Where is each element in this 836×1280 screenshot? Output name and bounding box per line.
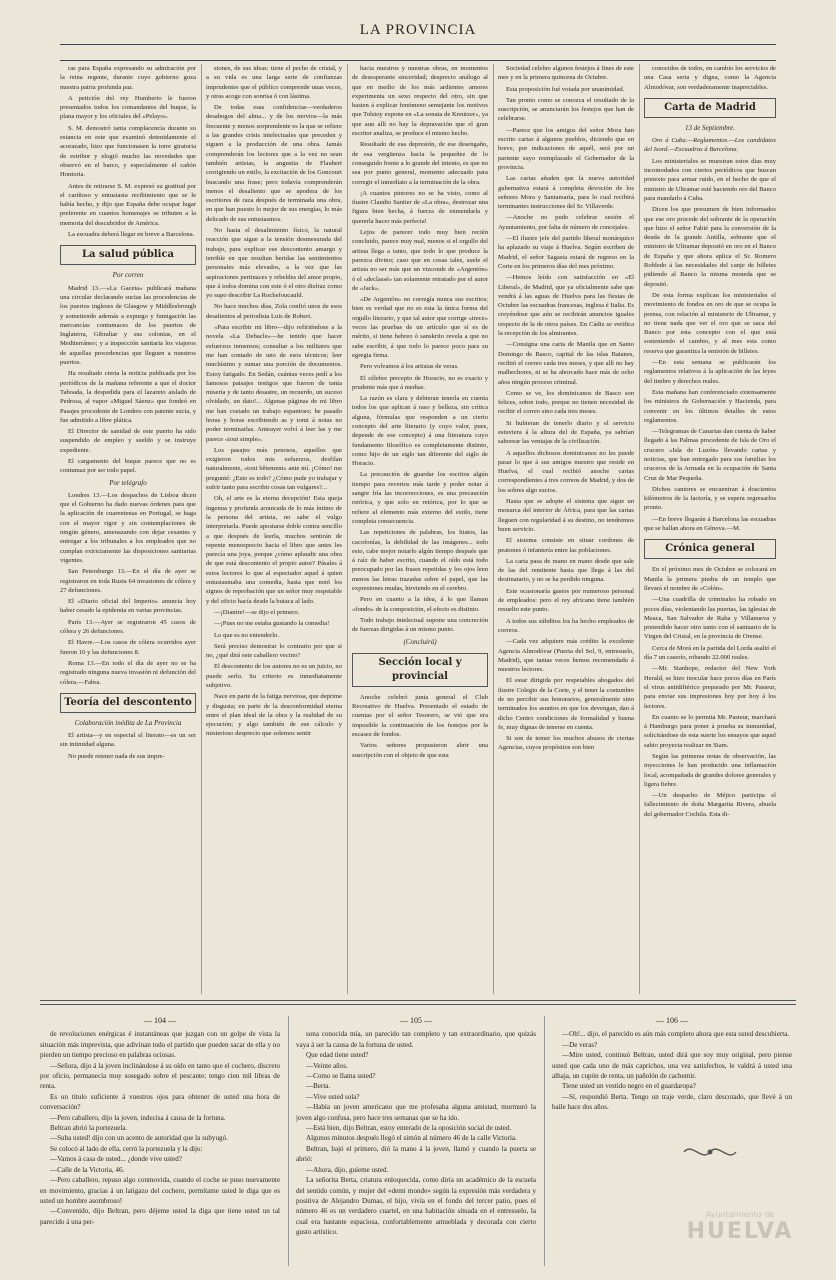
paragraph: Beltran abrió la portezuela. — [50, 1124, 128, 1133]
paragraph: Hasta que se adopte el sistema que sigue un monarca del interior de África, para que las cartas lleguen con regularidad á su destino, no tendremos buen servicio. — [498, 498, 634, 533]
paragraph: —Suba usted! dijo con un acento de autoridad que la subyugó. — [50, 1134, 228, 1143]
column-divider — [639, 64, 640, 994]
paragraph: Dicen los que presumen de bien informados que ese oro procede del sobrante de la operación que hizo el señor Fabié para la conversión de la deuda de la grande Antilla, sobrante que el ministro de Ultramar depositó en oro en el Banco de España y que ahora aplica el Sr. Romero Robledo á las necesidades del canje de billetes pidiendo al Banco la misma moneda que se depositó. — [644, 206, 776, 288]
paragraph: Ha resultado cierta la noticia publicada por los periódicos de la mañana referente a que el doctor Taboada, la despedida para el lazareto aislado de Pedrosa, al vapor «Miguel Sáenz» que fondeó en Pasajes procedente de Londres con patente sucia, y fue admitido a libre plática. — [60, 370, 196, 424]
paragraph: A petición del rey Humberto le fueron presentados todos los comandantes del buque, la plana mayor y los oficiales del «Pelayo». — [60, 94, 196, 121]
paragraph: de revoluciones enérgicas é instantáneas que juzgan con un golpe de vista la situación más imprevista, que adivinan todo el partido que pueden sacar de ella y no pierden un tiempo precioso en palabras ociosas. — [40, 1030, 280, 1060]
paragraph: En cuanto se lo permita Mr. Pasteur, marchará á Hamburgo para poner á prueba su inmunidad, solicitándose de esta suerte los ensayos que aquel sabio proyecta realizar en Siam. — [644, 713, 776, 749]
paragraph: Beltran, bajó el primero, dió la mano á la joven, llamó y cuando la puerta se abrió: — [296, 1144, 536, 1164]
paragraph: Los ministeriales se muestran estos días muy incomodados con ciertos periódicos que buscan pretexto para armar ruido, en el hecho de que el ministro de Ultramar esté haciendo oro del Banco para mandarlo á Cuba. — [644, 157, 776, 202]
paragraph: No hace muchos días, Zola confió unos de esos desalientos al periodista Luis de Robert. — [206, 303, 342, 320]
paragraph: Pero en cuanto a la idea, á lo que llaman «fondo» de la composición, el efecto es distinto. — [352, 596, 488, 613]
paragraph: La precaución de guardar los escritos algún tiempo para revertos más tarde y poder notar á sangre fría las incorrecciones, es una precaución retórica, y que solo en retórica, por lo que se refiere al elemento más externo del estilo, tiene completa consecuencia. — [352, 471, 488, 525]
masthead-rule-bottom — [60, 60, 776, 61]
paragraph: sona conocida mía, un parecido tan completo y tan extraordinario, que quizás vaya á ser la causa de la fortuna de usted. — [296, 1030, 536, 1049]
paragraph: Los pasajes más penosos, aquellos que exigieron todos mis esfuerzos, desfilan naturalmente, «tout bêtement» ante mí. ¡Cómo! me pregunté: ¿Esto es todo? ¿Cómo pude yo trabajar y sufrir tanto para escribir cosas tan vulgares?... — [206, 446, 342, 492]
paragraph: Varios señores propusieron abrir una suscripción con el objeto de que esta — [352, 742, 488, 759]
paragraph: Resultado de esa depresión, de ese desengaño, de esa vergüenza hacia la pequeñez de lo conseguido frente a lo grande del intento, es que no sea por punto general, momento adecuado para corregir el inmediato a la terminación de la obra. — [352, 141, 488, 186]
paragraph: Se colocó al lado de ella, cerró la portezuela y la dijo: — [50, 1144, 203, 1153]
paragraph: —De veras? — [562, 1040, 598, 1049]
paragraph: Sociedad celebre algunos festejos á fines de este mes y en la primera quincena de Octubre. — [498, 65, 634, 82]
paragraph: ¡A cuantos pintores no se ha visto, como al ilustre Claudio Santier de «La obra», destrozar una figura bien hecha, á fuerza de enmendarla y quererla hacer más perfecta! — [352, 189, 488, 225]
paragraph: Como se ve, los dominicanos de Basco son felices, sobre todo, porque no tienen necesidad de recibir el correo sino cada tres meses. — [498, 389, 634, 416]
paragraph: Según las primeras notas de observación, las inyecciones le han producido una inflamación local, acompañada de grandes dolores generales y ligera fiebre. — [644, 753, 776, 788]
paragraph: —Cada vez adquiere más crédito la excelente Agencia Almodóvar (Puerta del Sol, 9, entresuelo, Madrid), que tantas veces hemos recomendado á nuestros lectores. — [498, 638, 634, 674]
paragraph: —Telegramas de Canarias dan cuenta de haber llegado á las Palmas procedente de Isla de Oro el crucero «Isla de Luzón» llevando cartas y noticias, que han entregado para sus familias los cruceros de la Armada en la ocupación de Santa Cruz de Mar Pequeña. — [644, 428, 776, 482]
paragraph: —Veinte años. — [306, 1061, 348, 1070]
paragraph: S. M. demostró tanta complacencia durante su estancia en este que examinó detenidamente el acorazado, hizo que funcionasen la torre giratoria de estribor y elogió mucho las novedades que observó en el barco, y especialmente el cañón Hontoria. — [60, 124, 196, 179]
subheading: Por telégrafo — [109, 478, 147, 487]
paragraph: El artista—y en especial el literato—es un ser sin intimidad alguna. — [60, 732, 196, 749]
paragraph: —Mr. Stanhope, redactor del New York Herald, se hizo inocular hace pocos días en París el virus antidiftérico preparado por Mr. Pasteur, para enviar sus impresiones hoy por hoy á los lectores. — [644, 665, 776, 710]
paragraph: —Pero caballero, dijo la joven, indecisa á causa de la fortuna. — [50, 1113, 226, 1122]
column-2 — [206, 64, 342, 994]
column-3 — [352, 64, 488, 994]
upper-columns — [60, 64, 776, 994]
paragraph: —Había un joven americano que me profesaba alguna amistad, murmuró la joven algo confusa, pero hace tres semanas que se ha ido. — [296, 1103, 536, 1122]
section-heading-local: Sección local y provincial — [352, 653, 488, 687]
paragraph: No puede retener nada de sus impre- — [68, 752, 165, 760]
column-divider — [544, 1016, 545, 1266]
paragraph: Si son de temer los muchos abusos de ciertas Agencias, cuyos propósitos son bien — [498, 735, 634, 752]
column-divider — [288, 1016, 289, 1266]
paragraph: Será preciso demostrar lo contrario por que si no, ¿qué dirá este caballero vecino? — [206, 642, 342, 660]
paragraph: Dichos cantores se encuentran á doscientos kilómetros de la factoría, y se espera regresarlos pronto. — [644, 485, 776, 512]
paragraph: No hasta el desalimiento físico, la natural reacción que sigue a la tensión desmesurada del trabajo, para explicar ese descontento amargo y terrible en que resultan heridas las sentimientos personales más elevados, a la vez que las aspiraciones pertinaces y rebeldes del amor propio, que á todos domina con este ó el otro disfraz como yo supo describir La Rochefoucauld. — [206, 227, 342, 300]
paragraph: La señorita Berta, criatura enloquecida, como diría un académico de la escuela del sentido común, y mujer del «demi monde» según la expresión más verdadera y positiva de Alejandro Dumas, el hijo, vivía en el fondo del tercer patio, pues el número 46 es un verdadero cuartel, en una habitación situada en el entresuelo, la cual era bastante espaciosa, confortablemente amueblada y decorada con cierto gusto artístico. — [296, 1176, 536, 1237]
paragraph: —Ahora, dijo, guíeme usted. — [306, 1165, 389, 1174]
paragraph: —Está bien, dijo Beltran, estoy enterado de la oposición social de usted. — [306, 1124, 512, 1133]
paragraph: —En breve llegarán á Barcelona las escuadras que se hallan ahora en Génova.—M. — [644, 515, 776, 533]
paragraph: El Director de sanidad de este puerto ha sido suspendido de empleo y sueldo y se instruye expediente. — [60, 428, 196, 454]
paragraph: —Anoche no pudo celebrar sesión el Ayuntamiento, por falta de número de concejales. — [498, 214, 634, 231]
paragraph: Oh, el arte es la eterna decepción! Esta queja ingenua y profunda arrancada de lo más íntimo de la persona del artista, no sabe el vulgo interpretarla. Puede apostarse doble contra sencillo a que después de leerla, muchos sentirán de repente menosprecio hacia el libro que antes les parecía una joya, porque ¿cómo aplaudir una obra de que está descontento el propio autor? Pásales á estos lectores lo que al espectador aquel á quien entusiasmaba una comedia, hasta que notó los signos de reprobación que un señor muy respetable y del oficio hacía desde la butaca al lado. — [206, 495, 342, 605]
column-divider — [201, 64, 202, 994]
section-heading-teoria: Teoría del descontento — [60, 693, 196, 713]
section-heading-salud: La salud pública — [60, 245, 196, 265]
paragraph: Que edad tiene usted? — [306, 1051, 369, 1060]
paragraph: Cerca de Morá en la partida del Lorda asaltó el día 7 un caserío, robando 22.000 reales. — [644, 644, 776, 662]
folio-number: — 104 — — [144, 1016, 176, 1025]
column-divider — [347, 64, 348, 994]
paragraph: —Consigna una carta de Manila que en Santo Domingo de Basco, capital de las islas Batanes, recibió el correo cada tres meses, y que allí no hay malhechores, ni se ha ahorcado hace más de ocho años ningún proceso criminal. — [498, 341, 634, 386]
paragraph: «Para escribir mi libro—dijo refiriéndose a la novela «La Debacle»—he tenido que hacer esfuerzos inmensos; consultar a los militares que me han contado de uno de esos técnicos; leer muchísimo y sumar una porción de documentos. Estoy fatigado. En Sedán, cuántas veces pedí a los famosos paisajes testigos que fueron de tanta miseria y de tanto desastre, un recuerdo, un suceso olvidado, un dato!... Algunas páginas de mi libro me han costado un trabajo espantoso; he pasado horas y horas escribiendo as y tomi á notas no poder terminarlas. Anteayer volví á leer las y me parece «tout simple». — [206, 324, 342, 443]
serial-divider-2 — [40, 1004, 796, 1005]
paragraph: La razón es clara y debieran tenerla en cuenta todos los que aplican á raso y belleza, sin crítica alguna, fórmulas que responden a un cierto concepto del arte literario (y cuyo valor, pues, depende de ese concepto) á una literatura cuyo fundamento filosófico es completamente distinto, como hijo de un siglo tan diferente del siglo de Horacio. — [352, 395, 488, 468]
paragraph: Lo que es no entenderlo. — [214, 631, 280, 639]
paragraph: conocidos de todos, en cambio los servicios de una Casa seria y digna, como la Agencia Almodóvar, son verdaderamente inapreciables. — [644, 65, 776, 91]
paragraph: Lejos de parecer todo muy bien recién concluido, parece muy mal, menos si el orgullo del artista llega a tanto, que todo lo que produce la parezca divino; caso que en cosas tales, suele el artista no ser más que un vizconde de «Argentón» ó el «declassé» tan solamente retratado por el autor de «Jack». — [352, 229, 488, 292]
column-5 — [644, 64, 776, 994]
paragraph: —Convenido, dijo Beltran, pero déjeme usted la diga que tiene usted un tal parecido á una per- — [40, 1207, 280, 1226]
paragraph: Si hubieran de tenerlo diario y el servicio estuviera á la altura del de España, ya sabrían saborear las ventajas de la civilización. — [498, 419, 634, 446]
paragraph: —¡Pues no me estaba gustando la comedia! — [214, 620, 330, 628]
paragraph: Pero volvamos á los artistas de veras. — [360, 363, 459, 371]
paragraph: Antes de retirarse S. M. expresó su gratitud por el cariñoso y entusiasta recibimiento que se le había hecho, y dijo que España debe ocupar lugar preferente en cuantos homenajes se tributen a la memoria del descubridor de América. — [60, 182, 196, 227]
summary-lead: Oro á Cuba.—Reglamentos.—Los candidatos del Isord.—Escuadras á Barcelona. — [644, 137, 776, 154]
column-4 — [498, 64, 634, 994]
paragraph: —Señora, dijo á la joven inclinándose á su oído en tanto que el cochero, discreto por oficio, permanecía muy sosegado sobre el pescante; tengo cien mil libras de renta. — [40, 1061, 280, 1091]
paragraph: Esta mañana han conferenciado extensamente los ministros de Gobernación y Hacienda, para convenir en los últimos detalles de estos reglamentos. — [644, 388, 776, 424]
column-1 — [60, 64, 196, 994]
paragraph: El sistema consiste en situar cordones de peatones ó infantería entre las poblaciones. — [498, 537, 634, 554]
paragraph: A todos sus súbditos los ha hecho empleados de correos. — [498, 617, 634, 634]
paragraph: Las cartas añaden que la nueva autoridad gubernativa estará á completa devoción de los señores Mora y Santamaría, para lo cual recibirá terminantes instrucciones del Sr. Villaverde. — [498, 175, 634, 211]
folio-number: — 105 — — [400, 1016, 432, 1025]
masthead-rule-top — [60, 44, 776, 45]
paragraph: siones, de sus ideas: tiene el pecho de cristal, y a su vida es una larga serie de confianzas imprudentes que el público comprende unas veces, y otras acoge con sonrisa ó con lástima. — [206, 65, 342, 100]
archive-watermark — [665, 1210, 815, 1270]
paragraph: Madrid 13.—«La Gaceta» publicará mañana una circular declarando sucias las procedencias de los puertos ingleses de Glasgow y Middlesbrough y sometiendo además a expurgo y fumigación las mercancías contumaces de los puertos de Inglaterra, Gibraltar y sus colonias, en el Mediterráneo; y a inspección sanitaria los viajeros de aquellas procedencias que lleguen a nuestros puertos. — [60, 284, 196, 367]
paragraph: En el próximo mes de Octubre se colocará en Manila la primera piedra de un templo que llevará el nombre de «Colón». — [644, 566, 776, 592]
paragraph: Tiene usted un vestido negro en el guardaropa? — [562, 1082, 696, 1091]
subheading: Por correo — [112, 271, 144, 280]
paragraph: El descontento de los autores no es un juicio, no puede serlo. Su criterio es inmediatamente subjetivo. — [206, 663, 342, 689]
paragraph: A aquellos dichosos dominicanos no les puede pasar lo que á sus amigos nuestro que reside en Huelva, el cual recibió anoche cartas correspondientes á tres correos de Madrid, y dos de los sobres algo sucios. — [498, 449, 634, 494]
paragraph: Londres 13.—Los despachos de Lisboa dicen que el Gobierno ha dado nuevas órdenes para que la aplicación de cuarentenas en Portugal, se haga con el mayor rigor y sin contemplaciones de ningún género, amenazando con dejar cesantes y entregar a los tribunales a los empleados que no cumplan extrictamente las disposiciones sanitarias vigentes. — [60, 491, 196, 564]
paragraph: —¡Diantre!—se dijo el primero. — [214, 608, 300, 616]
paragraph: —Mire usted, continuó Beltran, usted dirá que soy muy original, pero piense usted que cada uno de más caprichos, una vez satisfechos, le valdrá á usted una alhaja, un cupón de renta, un pañolón de cachemir. — [552, 1051, 792, 1081]
paragraph: —Oh!... dijo, el parecido es aún más completo ahora que esta usted descubierta. — [562, 1030, 790, 1039]
serial-column-1 — [40, 1016, 280, 1266]
paragraph: —Hemos leído con satisfacción en «El Liberal», de Madrid, que ya oficialmente sabe que vendrá á las aguas de Huelva para las fiestas de Octubre las escuadras francesas, inglesa é Italia. Es creyéndose que aún se recibirán anuncios iguales respecto de la de otros países. En Cádiz se verifica la recepción de los almirantes. — [498, 274, 634, 338]
column-divider — [493, 64, 494, 994]
paragraph: Roma 13.—En todo el día de ayer no se ha registrado ninguna nueva invasión ni defunción del cólera.—Fabra. — [60, 659, 196, 686]
paragraph: La escuadra deberá llegar en breve a Barcelona. — [68, 231, 195, 239]
watermark-top: Ayuntamiento de — [705, 1210, 775, 1219]
paragraph: De todas esas confidencias—verdaderos desahogos del alma... y de los nervios—la más frecuente y menos sorprendente es la que se refiere a las grandes crisis intelectuales que preceden y siguen a la producción de una obra. Jamás comprenderán los lectores que a la vez no sean también artistas, la angustia de Flaubert corrigiendo un estilo, la excitación de los Goncourt buscando una frase; pero todavía comprenderán menos el desaliento que se apodera de los escritores de raza después de terminada una obra, en que han puesto lo mejor de sus energías, lo más delicado de sus entusiasmos. — [206, 104, 342, 223]
serial-column-2 — [296, 1016, 536, 1266]
end-ornament-icon — [680, 1140, 740, 1164]
credit-line: Colaboración inédita de La Provincia — [74, 718, 182, 727]
paragraph: —Vamos á casa de usted... ¿donde vive usted? — [50, 1155, 182, 1164]
paragraph: El «Diario oficial del Imperio» anuncia hoy haber cesado la epidemia en varias provincias. — [60, 598, 196, 615]
paragraph: De esta forma explican los ministeriales el movimiento de fondos en oro de que se ocupa la prensa, con relación al ministerio de Ultramar, y no tiene nada que ver el oro que se saca del Banco por esta concepto con el que está sosteniendo el cambio, y al mes esta como reserva que garantiza la emisión de billetes. — [644, 291, 776, 355]
watermark-name: HUELVA — [686, 1219, 794, 1244]
paragraph: —Una cuadrilla de criminales ha robado en pocos días, violentando las puertas, las iglesias de Meaca, San Salvador de Raba y Villanueva y pretendido hacer otro tanto con el santuario de la Virgen del Cristal, en la provincia de Orense. — [644, 596, 776, 641]
paragraph: La carta pasa de mano en mano desde que sale de las del remitente hasta que llega á las del destinatario, y no se ha perdido ninguna. — [498, 557, 634, 584]
paragraph: El célebre precepto de Horacio, no es exacto y prudente más que á medias. — [352, 374, 488, 391]
paragraph: —Sí, respondió Berta. Tengo un traje verde, claro descotado, que llevé á un baile hace dos años. — [552, 1092, 792, 1112]
paragraph: —Un despacho de Méjico participa el fallecimiento de doña Margarita Rivera, abuela del gobernador Cochila. Esta di- — [644, 792, 776, 818]
paragraph: San Petersburgo 13.—En el día de ayer se registraron en toda Rusia 64 invasiones de cólera y 27 defunciones. — [60, 568, 196, 594]
section-heading-carta: Carta de Madrid — [644, 98, 776, 118]
paragraph: —Como se llama usted? — [306, 1072, 376, 1081]
paragraph: hacia nuestros y nuestras obras, en momentos de desesperante sinceridad; desprecio análogo al que en medio de los más ardientes amores experimenta un sexo respecto del otro, sin que basten á explicar fenómeno semejante los motivos que Tolstoy expone en «La sonata de Kreutzer», ya que aun allí no hay la depravación que el gran escritor analiza, se produce el mismo hecho. — [352, 65, 488, 138]
paragraph: —Berta. — [306, 1082, 331, 1091]
dateline: 13 de Septiembre. — [684, 123, 736, 132]
masthead: LA PROVINCIA — [359, 22, 477, 38]
paragraph: —Pero caballero, repuso algo conmovida, cuando el coche se puso nuevamente en movimiento, gracias á un latigazo del cochero, permítame usted le diga que es usted un hombre asombroso! — [40, 1176, 280, 1205]
paragraph: —Parece que los amigos del señor Mora han escrito cartas á algunos pueblos, diciendo que en breve, por indicaciones de aquél, será por un pariente suyo reemplazado el Gobernador de la provincia. — [498, 126, 634, 171]
paragraph: —El ilustre jefe del partido liberal monárquico ha aplazado su viaje á Huelva. Según escriben de Madrid, el señor Sagasta estará de regreso en la Corte en los primeros días del mes próximo. — [498, 235, 634, 270]
paragraph: —Calle de la Victoria, 46. — [50, 1165, 125, 1174]
paragraph: —En esta semana se publicarán los reglamentos relativos á la aplicación de las leyes del timbre y derechos reales. — [644, 359, 776, 385]
continuation-note: (Concluirá) — [403, 637, 437, 646]
paragraph: ras para España expresando su admiración por la reina regente, durante cuyo gobierno goza nuestra patria profunda paz. — [60, 65, 196, 91]
paragraph: —Vive usted sola? — [306, 1092, 360, 1101]
section-heading-cronica: Crónica general — [644, 539, 776, 559]
paragraph: Nace en parte de la fatiga nerviosa, que deprime y disgusta; en parte de la desconformidad eterna entre el plan ideal de la obra y la realidad de su ejecución; y algo también de ese cálculo y misterioso desprecio que solemos sentir — [206, 693, 342, 738]
paragraph: El Havre.—Los casos de cólera ocurridos ayer fueron 10 y las defunciones 8. — [60, 639, 196, 656]
paragraph: «De Argentón» no corregía nunca sus escritos; bien es verdad que no es esta la única forma del orgullo literario, y que tal autor que corrige «trece» veces las pruebas de un artículo que sí es de mérito, si tiene hebreo ó sanskrito revela a que no sabe escribir, á que todo lo parece poco para su egregia firma. — [352, 296, 488, 359]
paragraph: Algunos minutos después llegó el simón al número 46 de la calle Victoria. — [306, 1134, 517, 1143]
paragraph: El estar dirigida por respetables abogados del ilustre Colegio de la Corte, y el tener la costumbre de no percibir sus honorarios, generalmente sino terminados los asuntos en que los devengan, dan á dicho Centro condiciones de formalidad y buena fe, muy dignas de tenerse en cuenta. — [498, 677, 634, 731]
paragraph: Tan pronto como se conozca el resultado de la suscripción, se anunciarán los festejos que han de celebrarse. — [498, 96, 634, 123]
paragraph: Esta proposición fué votada por unanimidad. — [506, 85, 625, 93]
paragraph: Este ocasionaría gastos por numeroso personal de empleados: pero el rey africano tiene también resuelto este punto. — [498, 587, 634, 614]
serial-divider — [40, 1000, 796, 1001]
paragraph: Todo trabajo intelectual supone una concreción de fuerzas dirigidas á un mismo punto. — [352, 616, 488, 634]
paragraph: El cargamento del buque parece que no es contumaz por ser todo papel. — [60, 457, 196, 475]
paragraph: Las repeticiones de palabras, los hiatos, las cacofonías, la debilidad de las imágenes... todo esto, cabe mejor notarlo algún tiempo después que á raíz de haber escrito, cuando el oído está todo preocupado por las frases repetidas y los ojos leen menos las letras trazadas sobre el papel, que las expresiones mudas, hirviendo en el cerebro. — [352, 529, 488, 593]
paragraph: Anoche celebró junta general el Club Recreativo de Huelva. Presentado el estado de cuentas por el señor Tesorero, se vió que era imposible la continuación de los festejos por la escasez de fondos. — [352, 693, 488, 738]
paragraph: Es un título suficiente á vuestros ojos para obtener de usted una hora de conversación? — [40, 1092, 280, 1112]
paragraph: París 13.—Ayer se registraron 45 casos de cólera y 26 defunciones. — [60, 618, 196, 636]
folio-number: — 106 — — [656, 1016, 688, 1025]
